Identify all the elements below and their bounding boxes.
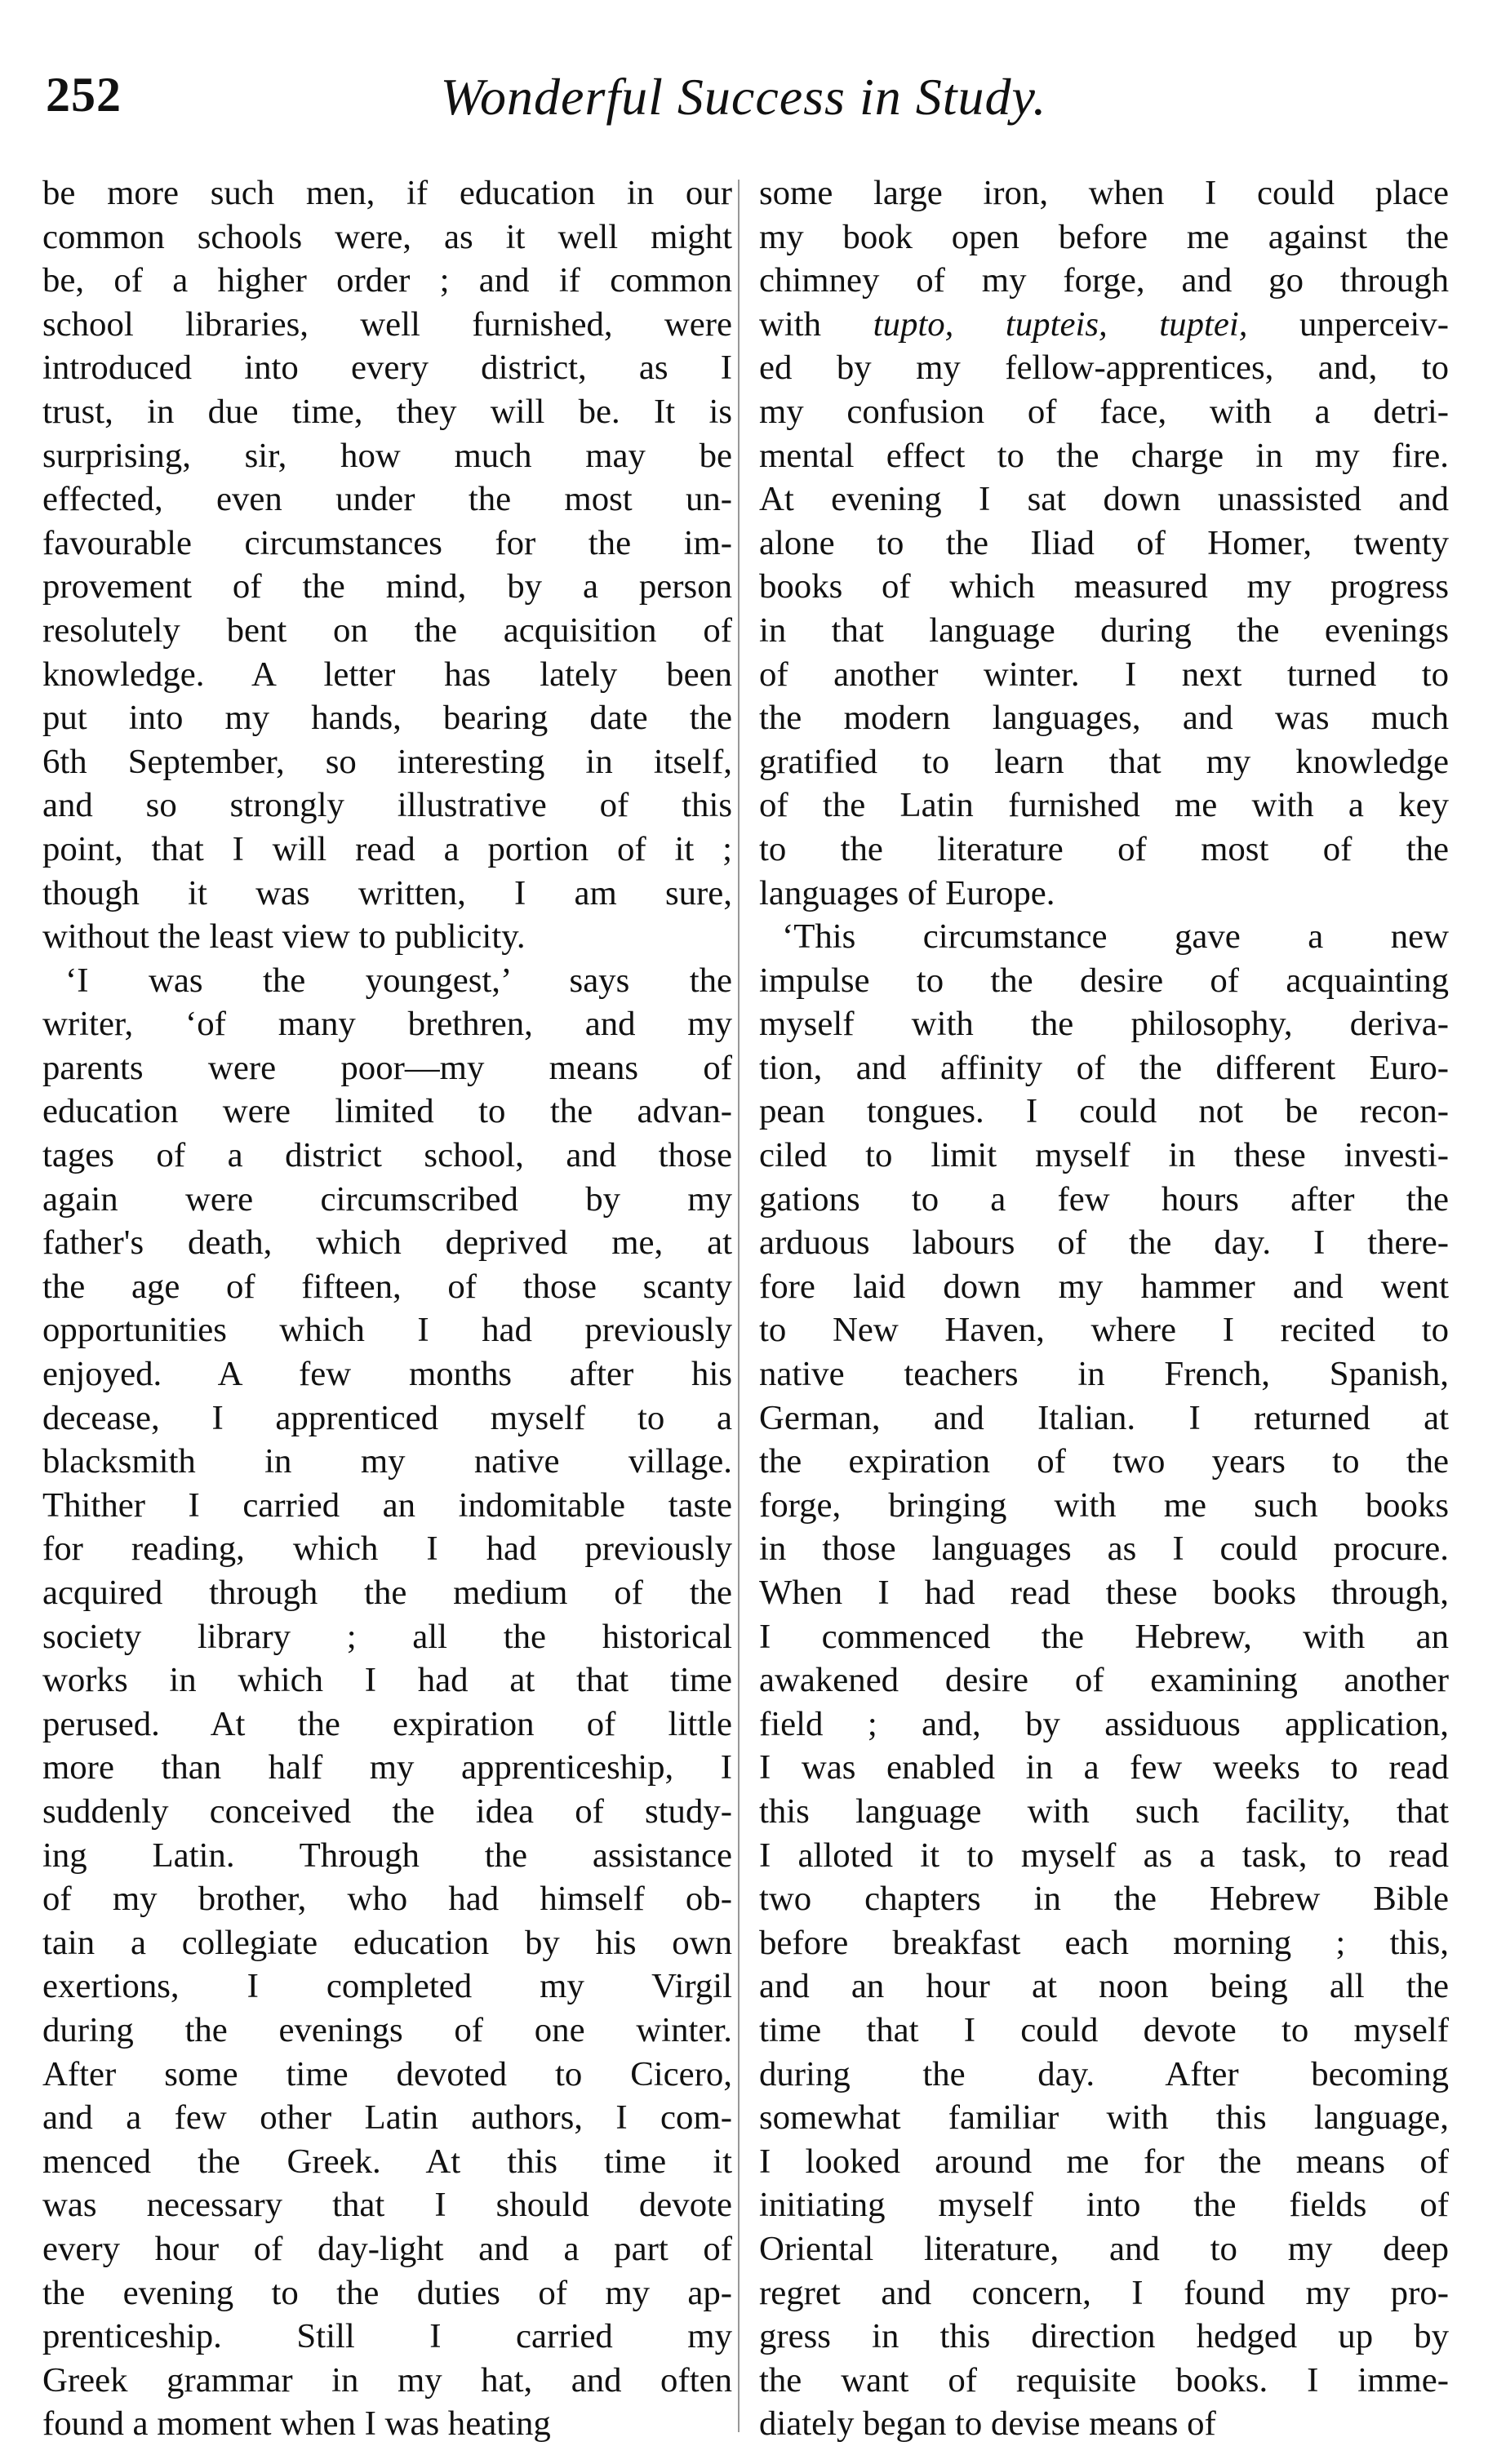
right-text-column: [759, 171, 1449, 2446]
text-line: pean tongues. I could not be recon-: [759, 1092, 1449, 1131]
text-line: of the Latin furnished me with a key: [759, 786, 1449, 825]
text-line: some large iron, when I could place: [759, 174, 1449, 212]
text-line: decease, I apprenticed myself to a: [42, 1398, 732, 1437]
text-line: writer, ‘of many brethren, and my: [42, 1005, 732, 1044]
text-line: and an hour at noon being all the: [759, 1967, 1449, 2006]
text-line: ciled to limit myself in these investi-: [759, 1136, 1449, 1175]
italic-greek-verb-forms: tupto, tupteis, tuptei,: [873, 304, 1248, 344]
text-line: school libraries, well furnished, were: [42, 304, 732, 344]
text-line: parents were poor—my means of: [42, 1048, 732, 1087]
text-line: Thither I carried an indomitable taste: [42, 1485, 732, 1525]
text-line: languages of Europe.: [759, 873, 1055, 912]
text-line: tion, and affinity of the different Euro-: [759, 1048, 1449, 1087]
text-line: society library ; all the historical: [42, 1617, 732, 1656]
text-line: I looked around me for the means of: [759, 2142, 1449, 2181]
text-line: awakened desire of examining another: [759, 1661, 1449, 1700]
text-line: before breakfast each morning ; this,: [759, 1923, 1449, 1962]
text-line: favourable circumstances for the im-: [42, 523, 732, 562]
text-line: was necessary that I should devote: [42, 2186, 732, 2225]
text-line: for reading, which I had previously: [42, 1529, 732, 1569]
text-line: fore laid down my hammer and went: [759, 1267, 1449, 1306]
text-line: put into my hands, bearing date the: [42, 699, 732, 738]
text-line: forge, bringing with me such books: [759, 1485, 1449, 1525]
text-line: during the day. After becoming: [759, 2054, 1449, 2093]
text-line: I commenced the Hebrew, with an: [759, 1617, 1449, 1656]
text-line: native teachers in French, Spanish,: [759, 1355, 1449, 1394]
text-line: 6th September, so interesting in itself,: [42, 742, 732, 781]
text-line: myself with the philosophy, deriva-: [759, 1005, 1449, 1044]
text-line: suddenly conceived the idea of study-: [42, 1791, 732, 1831]
text-line: menced the Greek. At this time it: [42, 2142, 732, 2181]
text-line: time that I could devote to myself: [759, 2010, 1449, 2049]
text-line: knowledge. A letter has lately been: [42, 655, 732, 694]
text-line: gations to a few hours after the: [759, 1179, 1449, 1219]
text-line: introduced into every district, as I: [42, 349, 732, 388]
text-line: and so strongly illustrative of this: [42, 786, 732, 825]
text-line: common schools were, as it well might: [42, 217, 732, 256]
text-line: this language with such facility, that: [759, 1791, 1449, 1831]
text-line: father's death, which deprived me, at: [42, 1223, 732, 1263]
text-line: acquired through the medium of the: [42, 1574, 732, 1612]
text-line: my confusion of face, with a detri-: [759, 392, 1449, 431]
text-line: my book open before me against the: [759, 217, 1449, 256]
text-line: prenticeship. Still I carried my: [42, 2317, 732, 2356]
text-line: trust, in due time, they will be. It is: [42, 392, 732, 431]
text-line: the age of fifteen, of those scanty: [42, 1267, 732, 1306]
text-line: every hour of day-light and a part of: [42, 2229, 732, 2268]
text-line: After some time devoted to Cicero,: [42, 2054, 732, 2093]
text-line: field ; and, by assiduous application,: [759, 1704, 1449, 1743]
text-line: blacksmith in my native village.: [42, 1442, 732, 1481]
text-line: impulse to the desire of acquainting: [759, 961, 1449, 1000]
text-line: enjoyed. A few months after his: [42, 1355, 732, 1394]
text-line: be, of a higher order ; and if common: [42, 261, 732, 300]
text-line: ‘This circumstance gave a new: [782, 917, 1449, 957]
text-line: provement of the mind, by a person: [42, 567, 732, 606]
page-header: [46, 59, 1441, 165]
text-line: opportunities which I had previously: [42, 1311, 732, 1350]
text-line: two chapters in the Hebrew Bible: [759, 1880, 1449, 1919]
text-line: without the least view to publicity.: [42, 917, 526, 957]
text-line: I alloted it to myself as a task, to read: [759, 1836, 1449, 1875]
text-line: the expiration of two years to the: [759, 1442, 1449, 1481]
text-line: education were limited to the advan-: [42, 1092, 732, 1131]
text-line: regret and concern, I found my pro-: [759, 2273, 1449, 2312]
text-line: to the literature of most of the: [759, 829, 1449, 868]
text-line: German, and Italian. I returned at: [759, 1398, 1449, 1437]
text-line: to New Haven, where I recited to: [759, 1311, 1449, 1350]
text-line: tain a collegiate education by his own: [42, 1923, 732, 1962]
text-line: books of which measured my progress: [759, 567, 1449, 606]
text-line: resolutely bent on the acquisition of: [42, 610, 732, 650]
text-line: Oriental literature, and to my deep: [759, 2229, 1449, 2268]
text-line: ing Latin. Through the assistance: [42, 1836, 732, 1875]
text-line: surprising, sir, how much may be: [42, 436, 732, 475]
text-line: of my brother, who had himself ob-: [42, 1880, 732, 1919]
text-line: somewhat familiar with this language,: [759, 2098, 1449, 2138]
text-line: alone to the Iliad of Homer, twenty: [759, 523, 1449, 562]
text-line: the want of requisite books. I imme-: [759, 2360, 1449, 2400]
text-line: of another winter. I next turned to: [759, 655, 1449, 694]
text-line: found a moment when I was heating: [42, 2404, 551, 2444]
text-line: works in which I had at that time: [42, 1661, 732, 1700]
text-line: arduous labours of the day. I there-: [759, 1223, 1449, 1263]
text-line: exertions, I completed my Virgil: [42, 1967, 732, 2006]
text-line: in that language during the evenings: [759, 610, 1449, 650]
text-line: be more such men, if education in our: [42, 174, 732, 212]
text-line: though it was written, I am sure,: [42, 873, 732, 912]
text-line: initiating myself into the fields of: [759, 2186, 1449, 2225]
text-line: gress in this direction hedged up by: [759, 2317, 1449, 2356]
text-line: diately began to devise means of: [759, 2404, 1216, 2444]
text-line: effected, even under the most un-: [42, 480, 732, 519]
text-line: mental effect to the charge in my fire.: [759, 436, 1449, 475]
text-line: in those languages as I could procure.: [759, 1529, 1449, 1569]
text-line: the modern languages, and was much: [759, 699, 1449, 738]
text-line: during the evenings of one winter.: [42, 2010, 732, 2049]
text-line: chimney of my forge, and go through: [759, 261, 1449, 300]
left-text-column: [42, 171, 732, 2446]
text-line: At evening I sat down unassisted and: [759, 480, 1449, 519]
text-line: with tupto, tupteis, tuptei, unperceiv-: [759, 304, 1449, 344]
text-line: again were circumscribed by my: [42, 1179, 732, 1219]
text-line: tages of a district school, and those: [42, 1136, 732, 1175]
text-line: point, that I will read a portion of it ;: [42, 829, 732, 868]
running-title: Wonderful Success in Study.: [440, 68, 1047, 126]
text-line: ed by my fellow-apprentices, and, to: [759, 349, 1449, 388]
text-line: and a few other Latin authors, I com-: [42, 2098, 732, 2138]
column-divider: [738, 180, 740, 2432]
text-line: gratified to learn that my knowledge: [759, 742, 1449, 781]
text-line: the evening to the duties of my ap-: [42, 2273, 732, 2312]
page-number: 252: [46, 68, 122, 122]
text-line: I was enabled in a few weeks to read: [759, 1748, 1449, 1787]
text-line: more than half my apprenticeship, I: [42, 1748, 732, 1787]
text-line: Greek grammar in my hat, and often: [42, 2360, 732, 2400]
text-line: ‘I was the youngest,’ says the: [65, 961, 732, 1000]
text-line: perused. At the expiration of little: [42, 1704, 732, 1743]
text-line: When I had read these books through,: [759, 1574, 1449, 1612]
